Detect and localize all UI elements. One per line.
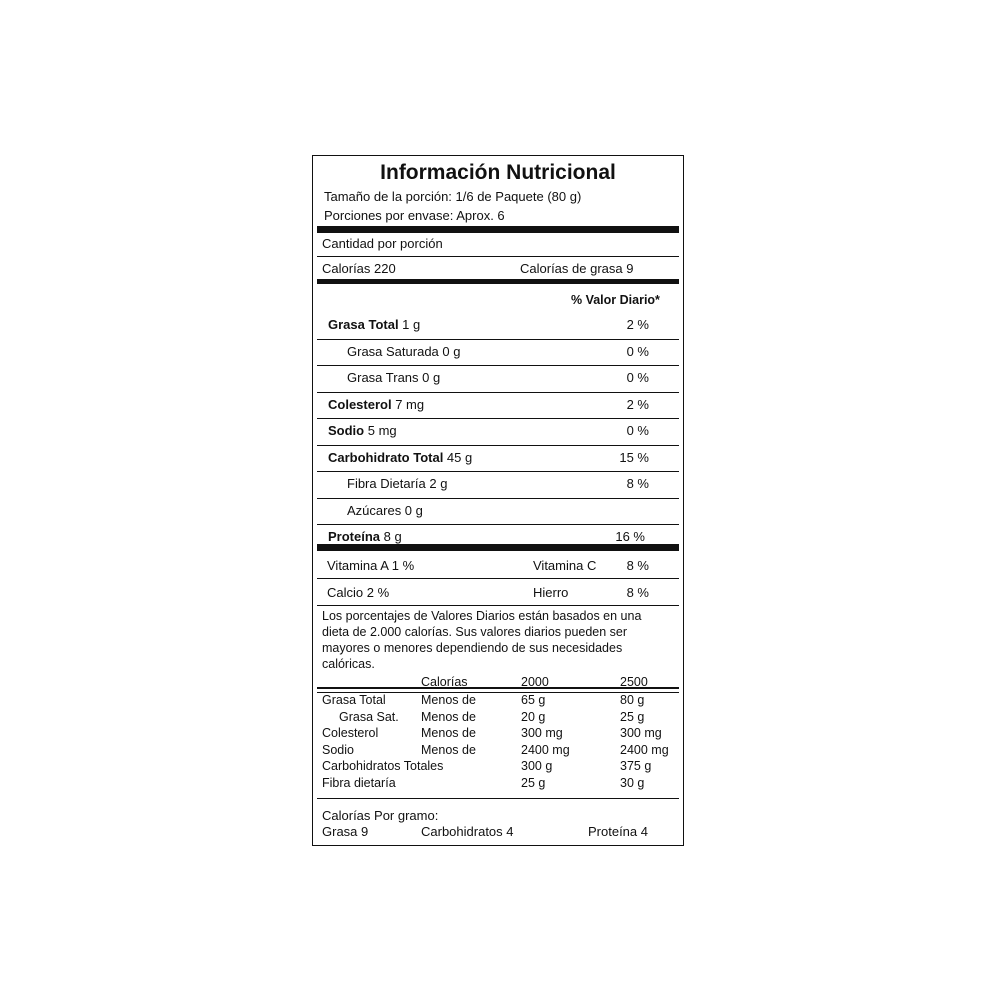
thick-divider-top [317, 226, 679, 233]
daily-value-header: % Valor Diario* [571, 293, 660, 307]
nutrient-row [328, 397, 424, 412]
nutrient-divider [317, 445, 679, 446]
ref-cell: 30 g [620, 775, 645, 790]
nutrient-row: Azúcares 0 g [347, 502, 423, 518]
ref-cell: 375 g [620, 759, 652, 773]
ref-header-cell: Calorías [421, 675, 468, 689]
nutrient-name: Colesterol [328, 396, 392, 412]
vitamin-right-dv: 8 % [626, 558, 649, 573]
ref-header-cell: 2000 [521, 675, 549, 689]
calories: Calorías 220 [322, 261, 396, 276]
vitamin-right-name: Vitamina C [533, 558, 597, 573]
vitamin-right-dv: 8 % [626, 585, 649, 600]
nutrient-divider [317, 365, 679, 366]
ref-cell: 300 mg [620, 726, 662, 740]
vitamin-right-name: Hierro [533, 585, 569, 600]
ref-cell: Carbohidratos Totales [322, 759, 444, 773]
nutrition-facts-label [312, 155, 684, 846]
nutrient-daily-value: 0 % [626, 423, 649, 438]
nutrient-row: Grasa Trans 0 g [347, 370, 441, 385]
nutrient-daily-value: 2 % [626, 317, 649, 332]
per-gram-carbs: Carbohidratos 4 [421, 824, 514, 839]
nutrient-amount: 7 mg [391, 396, 425, 412]
ref-cell: Menos de [421, 726, 476, 740]
nutrient-row [328, 450, 472, 465]
footnote-line: mayores o menores dependiendo de sus necesidades [322, 641, 623, 655]
per-gram-fat: Grasa 9 [322, 824, 369, 839]
ref-header-cell: 2500 [620, 675, 648, 689]
footnote-line: Los porcentajes de Valores Diarios están basados en una [322, 609, 642, 623]
ref-cell: 25 g [521, 775, 546, 790]
ref-cell: Menos de [421, 709, 476, 724]
ref-cell: 25 g [620, 709, 645, 724]
nutrient-row [328, 529, 402, 544]
nutrient-daily-value: 8 % [626, 476, 649, 491]
nutrient-row: Fibra Dietaría 2 g [347, 476, 448, 491]
ref-cell: 300 g [521, 759, 553, 773]
nutrient-daily-value: 2 % [626, 396, 649, 412]
footnote-line: calóricas. [322, 657, 375, 671]
ref-cell: Fibra dietaría [322, 775, 396, 790]
nutrient-row [328, 317, 420, 332]
divider-per-gram [317, 798, 679, 799]
nutrient-name: Sodio [328, 423, 365, 438]
nutrient-amount: 8 g [380, 529, 402, 544]
vitamin-left: Vitamina A 1 % [327, 558, 415, 573]
nutrient-divider [317, 471, 679, 472]
nutrient-divider [317, 392, 679, 393]
nutrient-daily-value: 15 % [619, 449, 649, 465]
nutrient-amount: 1 g [398, 317, 421, 332]
nutrient-amount: 5 mg [364, 423, 397, 438]
label-title: Información Nutricional [380, 161, 616, 184]
ref-cell: Grasa Sat. [339, 709, 399, 724]
ref-cell: Menos de [421, 742, 476, 757]
ref-cell: 20 g [521, 709, 546, 724]
thick-divider-calories [317, 279, 679, 284]
ref-cell: Grasa Total [322, 693, 386, 707]
divider [317, 256, 679, 257]
per-gram-protein: Proteína 4 [588, 824, 648, 839]
nutrient-divider [317, 418, 679, 419]
nutrient-divider [317, 498, 679, 499]
vitamin-divider [317, 605, 679, 606]
ref-cell: 300 mg [521, 726, 563, 740]
ref-cell: Menos de [421, 693, 476, 707]
ref-cell: Sodio [322, 742, 354, 757]
nutrient-daily-value: 16 % [615, 529, 645, 544]
ref-cell: 2400 mg [620, 742, 669, 757]
calories-from-fat: Calorías de grasa 9 [520, 261, 634, 276]
nutrient-daily-value: 0 % [626, 370, 649, 385]
serving-size: Tamaño de la porción: 1/6 de Paquete (80 g) [324, 189, 582, 204]
nutrient-divider [317, 339, 679, 340]
ref-cell: 2400 mg [521, 742, 570, 757]
per-gram-title: Calorías Por gramo: [322, 808, 439, 823]
thick-divider-vitamins [317, 544, 679, 551]
ref-cell: 80 g [620, 693, 645, 707]
nutrient-name: Grasa Total [328, 317, 399, 332]
nutrient-row [328, 423, 397, 438]
nutrient-divider [317, 524, 679, 525]
amount-per-serving: Cantidad por porción [322, 236, 443, 251]
ref-cell: Colesterol [322, 726, 379, 740]
nutrient-name: Carbohidrato Total [328, 449, 444, 465]
vitamin-left: Calcio 2 % [327, 585, 390, 600]
ref-cell: 65 g [521, 693, 546, 707]
servings-per-container: Porciones por envase: Aprox. 6 [324, 208, 505, 223]
nutrient-row: Grasa Saturada 0 g [347, 343, 461, 359]
footnote-line: dieta de 2.000 calorías. Sus valores diarios pueden ser [322, 625, 628, 639]
nutrient-amount: 45 g [443, 449, 473, 465]
vitamin-divider [317, 578, 679, 579]
nutrient-daily-value: 0 % [626, 343, 649, 359]
nutrient-name: Proteína [328, 529, 381, 544]
